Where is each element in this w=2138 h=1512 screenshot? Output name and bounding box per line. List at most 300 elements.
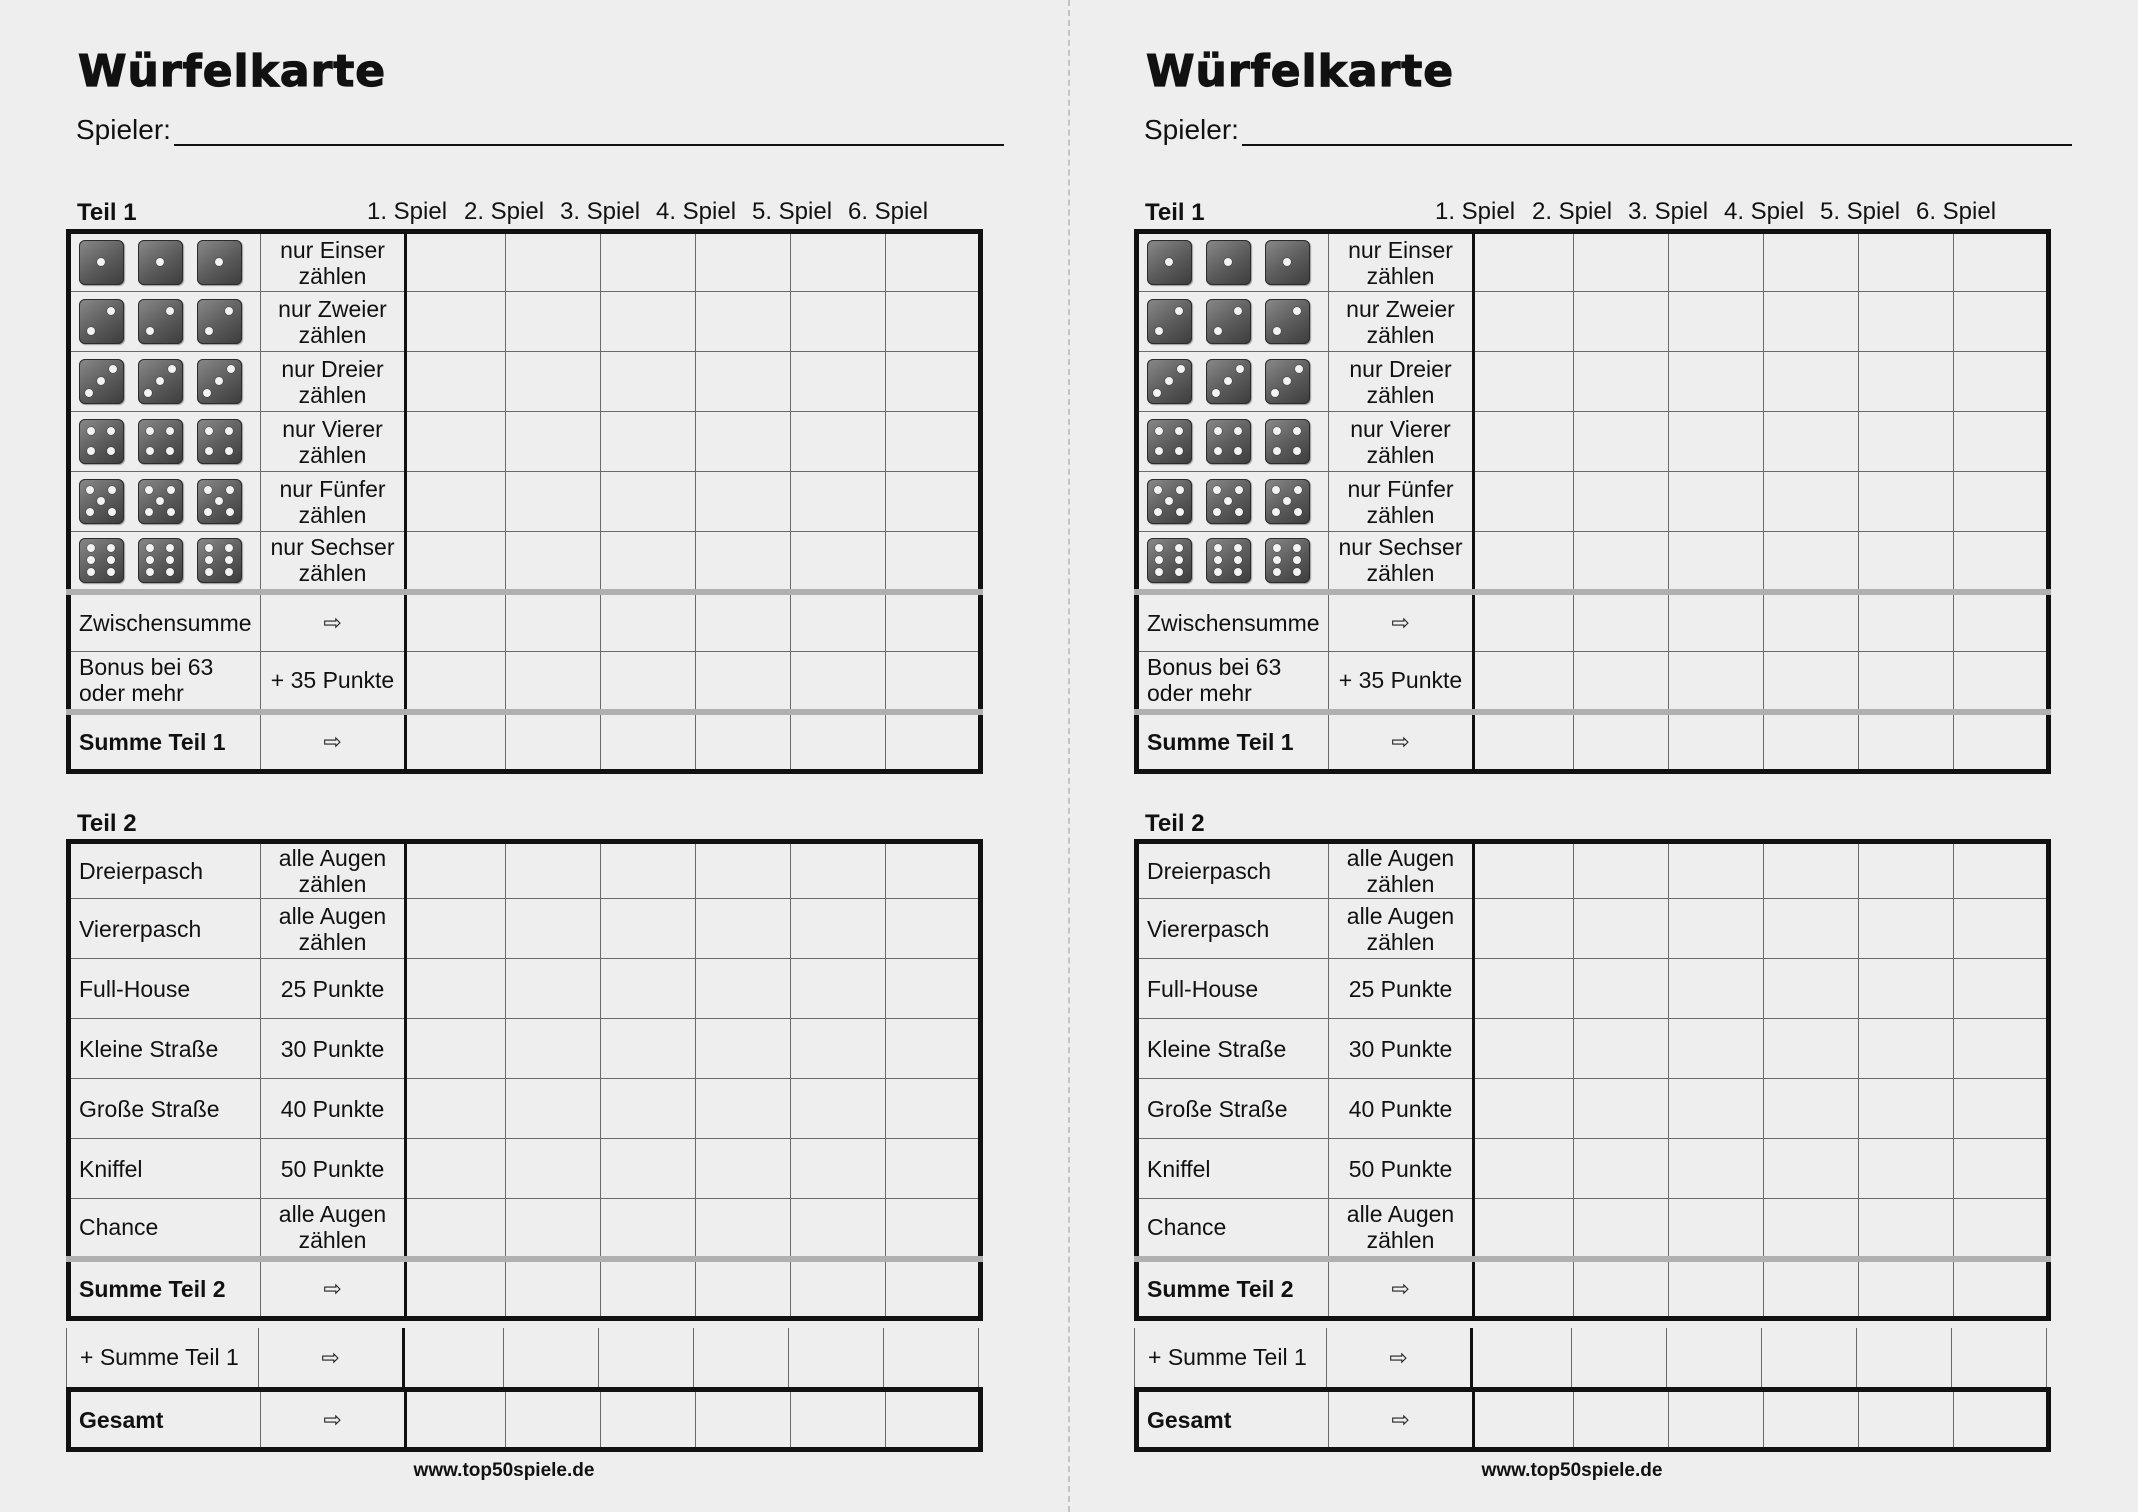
score-cell[interactable]	[506, 712, 601, 772]
score-cell[interactable]	[1474, 1079, 1574, 1139]
score-cell[interactable]	[886, 412, 981, 472]
score-cell[interactable]	[1764, 292, 1859, 352]
score-cell[interactable]	[696, 1390, 791, 1450]
score-cell[interactable]	[1574, 1199, 1669, 1259]
score-cell[interactable]	[791, 592, 886, 652]
dice-cell	[1137, 352, 1329, 412]
score-cell[interactable]	[884, 1328, 979, 1387]
score-cell[interactable]	[506, 1139, 601, 1199]
summe-teil1-label	[1137, 712, 1329, 772]
score-cell[interactable]	[1859, 1019, 1954, 1079]
score-cell[interactable]	[1762, 1328, 1857, 1387]
score-cell[interactable]	[886, 1199, 981, 1259]
score-cell[interactable]	[406, 1259, 506, 1319]
score-cell[interactable]	[1954, 352, 2049, 412]
score-cell[interactable]	[1859, 532, 1954, 592]
score-cell[interactable]	[1669, 1139, 1764, 1199]
score-cell[interactable]	[1474, 1139, 1574, 1199]
score-cell[interactable]	[601, 842, 696, 899]
score-cell[interactable]	[1667, 1328, 1762, 1387]
rule-cell	[1329, 1139, 1474, 1199]
score-cell[interactable]	[601, 959, 696, 1019]
score-cell[interactable]	[406, 959, 506, 1019]
score-cell[interactable]	[1572, 1328, 1667, 1387]
score-cell[interactable]	[406, 1079, 506, 1139]
score-cell[interactable]	[696, 352, 791, 412]
rule-line2: zählen	[1366, 321, 1435, 348]
score-cell[interactable]	[506, 292, 601, 352]
score-cell[interactable]	[1764, 959, 1859, 1019]
score-cell[interactable]	[406, 232, 506, 292]
score-cell[interactable]	[1764, 652, 1859, 712]
score-cell[interactable]	[1474, 959, 1574, 1019]
score-cell[interactable]	[1954, 1259, 2049, 1319]
rule-line2: zählen	[298, 1227, 367, 1254]
score-cell[interactable]	[791, 1019, 886, 1079]
score-cell[interactable]	[696, 1019, 791, 1079]
score-cell[interactable]	[1474, 712, 1574, 772]
score-cell[interactable]	[1574, 1139, 1669, 1199]
score-cell[interactable]	[694, 1328, 789, 1387]
die-3-icon	[1265, 359, 1310, 404]
category-name	[1137, 1199, 1329, 1259]
score-cell[interactable]	[1474, 292, 1574, 352]
score-cell[interactable]	[1764, 412, 1859, 472]
score-cell[interactable]	[1859, 1079, 1954, 1139]
score-cell[interactable]	[696, 899, 791, 959]
score-cell[interactable]	[791, 1199, 886, 1259]
score-cell[interactable]	[1859, 842, 1954, 899]
score-cell[interactable]	[601, 1390, 696, 1450]
rule-line2: zählen	[1366, 1227, 1435, 1254]
score-cell[interactable]	[1474, 1199, 1574, 1259]
bonus-line2: oder mehr	[79, 680, 184, 707]
score-cell[interactable]	[696, 1139, 791, 1199]
score-cell[interactable]	[696, 652, 791, 712]
score-cell[interactable]	[1474, 899, 1574, 959]
score-cell[interactable]	[1574, 412, 1669, 472]
score-cell[interactable]	[1574, 1019, 1669, 1079]
score-cell[interactable]	[696, 959, 791, 1019]
rule-text: 50 Punkte	[280, 1155, 385, 1182]
score-cell[interactable]	[886, 592, 981, 652]
score-cell[interactable]	[406, 592, 506, 652]
score-cell[interactable]	[406, 1390, 506, 1450]
category-text: Chance	[1147, 1214, 1227, 1241]
score-cell[interactable]	[1764, 1259, 1859, 1319]
score-cell[interactable]	[506, 652, 601, 712]
score-cell[interactable]	[1764, 592, 1859, 652]
score-cell[interactable]	[506, 412, 601, 472]
score-cell[interactable]	[1764, 1390, 1859, 1450]
score-cell[interactable]	[1574, 472, 1669, 532]
rule-cell	[1329, 1390, 1474, 1450]
score-cell[interactable]	[1764, 1199, 1859, 1259]
score-cell[interactable]	[1669, 1259, 1764, 1319]
score-cell[interactable]	[696, 532, 791, 592]
rule-text: 40 Punkte	[1348, 1095, 1453, 1122]
die-6-icon	[1147, 538, 1192, 583]
score-cell[interactable]	[506, 532, 601, 592]
score-cell[interactable]	[791, 472, 886, 532]
score-cell[interactable]	[791, 842, 886, 899]
table-row	[69, 532, 981, 592]
score-cell[interactable]	[791, 652, 886, 712]
score-cell[interactable]	[1669, 1019, 1764, 1079]
score-cell[interactable]	[696, 292, 791, 352]
score-cell[interactable]	[1669, 412, 1764, 472]
score-cell[interactable]	[1952, 1328, 2047, 1387]
game-header: 4. Spiel	[655, 198, 737, 225]
score-cell[interactable]	[1669, 1199, 1764, 1259]
rule-cell	[261, 1079, 406, 1139]
score-cell[interactable]	[506, 959, 601, 1019]
score-cell[interactable]	[1857, 1328, 1952, 1387]
score-cell[interactable]	[791, 412, 886, 472]
game-header: 3. Spiel	[1627, 198, 1709, 225]
score-cell[interactable]	[1764, 532, 1859, 592]
score-cell[interactable]	[886, 712, 981, 772]
score-cell[interactable]	[886, 232, 981, 292]
score-cell[interactable]	[601, 712, 696, 772]
score-cell[interactable]	[601, 652, 696, 712]
table-row	[1137, 1259, 2049, 1319]
score-cell[interactable]	[1954, 1079, 2049, 1139]
table-row	[69, 652, 981, 712]
score-cell[interactable]	[1764, 899, 1859, 959]
score-cell[interactable]	[886, 1019, 981, 1079]
score-cell[interactable]	[886, 1390, 981, 1450]
score-cell[interactable]	[1574, 232, 1669, 292]
category-name	[1137, 842, 1329, 899]
score-cell[interactable]	[1859, 1259, 1954, 1319]
table-row	[1137, 1199, 2049, 1259]
score-cell[interactable]	[601, 352, 696, 412]
score-cell[interactable]	[886, 652, 981, 712]
score-cell[interactable]	[1954, 712, 2049, 772]
score-cell[interactable]	[1764, 712, 1859, 772]
score-cell[interactable]	[1574, 959, 1669, 1019]
footer-url: www.top50spiele.de	[1481, 1460, 1663, 1481]
score-cell[interactable]	[506, 1079, 601, 1139]
player-name-line[interactable]	[174, 144, 1004, 146]
score-cell[interactable]	[601, 232, 696, 292]
game-header: 6. Spiel	[847, 198, 929, 225]
score-cell[interactable]	[1954, 1390, 2049, 1450]
score-cell[interactable]	[506, 842, 601, 899]
score-cell[interactable]	[789, 1328, 884, 1387]
score-cell[interactable]	[406, 712, 506, 772]
score-cell[interactable]	[1474, 1019, 1574, 1079]
score-cell[interactable]	[791, 232, 886, 292]
rule-cell	[1329, 899, 1474, 959]
score-cell[interactable]	[1859, 292, 1954, 352]
plus-summe-text: + Summe Teil 1	[80, 1344, 239, 1371]
score-cell[interactable]	[1574, 352, 1669, 412]
score-cell[interactable]	[886, 472, 981, 532]
score-cell[interactable]	[1474, 412, 1574, 472]
score-cell[interactable]	[1574, 1079, 1669, 1139]
score-cell[interactable]	[1764, 472, 1859, 532]
score-cell[interactable]	[1474, 592, 1574, 652]
die-6-icon	[79, 538, 124, 583]
score-cell[interactable]	[406, 352, 506, 412]
score-cell[interactable]	[599, 1328, 694, 1387]
score-cell[interactable]	[886, 959, 981, 1019]
score-cell[interactable]	[406, 652, 506, 712]
score-cell[interactable]	[1474, 532, 1574, 592]
score-cell[interactable]	[696, 1259, 791, 1319]
score-cell[interactable]	[504, 1328, 599, 1387]
rule-cell	[261, 472, 406, 532]
score-cell[interactable]	[886, 532, 981, 592]
score-cell[interactable]	[1574, 292, 1669, 352]
score-cell[interactable]	[1859, 412, 1954, 472]
rule-line1: nur Zweier	[278, 295, 387, 322]
score-cell[interactable]	[1669, 959, 1764, 1019]
score-cell[interactable]	[1859, 1390, 1954, 1450]
score-cell[interactable]	[1954, 532, 2049, 592]
score-cell[interactable]	[1764, 1139, 1859, 1199]
score-cell[interactable]	[406, 1019, 506, 1079]
score-cell[interactable]	[1954, 959, 2049, 1019]
score-cell[interactable]	[1574, 1390, 1669, 1450]
score-cell[interactable]	[696, 592, 791, 652]
score-cell[interactable]	[1472, 1328, 1572, 1387]
score-cell[interactable]	[791, 1390, 886, 1450]
score-cell[interactable]	[1859, 352, 1954, 412]
rule-line1: alle Augen	[1346, 1201, 1455, 1228]
score-cell[interactable]	[506, 352, 601, 412]
rule-cell	[1329, 592, 1474, 652]
score-cell[interactable]	[1574, 1259, 1669, 1319]
score-cell[interactable]	[1574, 532, 1669, 592]
rule-line1: nur Einser	[1348, 236, 1453, 263]
score-cell[interactable]	[1954, 1019, 2049, 1079]
score-cell[interactable]	[1669, 1079, 1764, 1139]
score-cell[interactable]	[601, 292, 696, 352]
table-row	[1137, 472, 2049, 532]
score-cell[interactable]	[506, 1259, 601, 1319]
score-cell[interactable]	[791, 1139, 886, 1199]
score-cell[interactable]	[506, 592, 601, 652]
score-cell[interactable]	[1764, 842, 1859, 899]
score-cell[interactable]	[1474, 472, 1574, 532]
score-cell[interactable]	[1669, 1390, 1764, 1450]
teil2-heading: Teil 2	[1145, 810, 1205, 837]
table-row	[1137, 1390, 2049, 1450]
score-cell[interactable]	[696, 1199, 791, 1259]
die-4-icon	[1206, 419, 1251, 464]
die-6-icon	[197, 538, 242, 583]
score-cell[interactable]	[1669, 592, 1764, 652]
score-cell[interactable]	[791, 959, 886, 1019]
score-cell[interactable]	[1669, 232, 1764, 292]
game-header: 5. Spiel	[1819, 198, 1901, 225]
score-cell[interactable]	[791, 899, 886, 959]
score-cell[interactable]	[506, 1199, 601, 1259]
die-5-icon	[1206, 479, 1251, 524]
score-cell[interactable]	[1954, 292, 2049, 352]
score-cell[interactable]	[791, 292, 886, 352]
score-cell[interactable]	[1669, 899, 1764, 959]
rule-cell	[261, 592, 406, 652]
score-cell[interactable]	[886, 842, 981, 899]
score-cell[interactable]	[1764, 1019, 1859, 1079]
score-cell[interactable]	[1764, 1079, 1859, 1139]
score-cell[interactable]	[1669, 352, 1764, 412]
score-cell[interactable]	[1474, 352, 1574, 412]
score-cell[interactable]	[696, 412, 791, 472]
rule-line2: zählen	[298, 560, 367, 587]
score-cell[interactable]	[506, 899, 601, 959]
score-cell[interactable]	[1954, 899, 2049, 959]
score-cell[interactable]	[1764, 352, 1859, 412]
game-header: 4. Spiel	[1723, 198, 1805, 225]
score-cell[interactable]	[406, 899, 506, 959]
score-cell[interactable]	[1859, 899, 1954, 959]
score-cell[interactable]	[791, 1259, 886, 1319]
score-cell[interactable]	[1859, 472, 1954, 532]
score-cell[interactable]	[1954, 842, 2049, 899]
score-cell[interactable]	[1859, 712, 1954, 772]
rule-cell	[261, 352, 406, 412]
rule-cell	[1329, 1019, 1474, 1079]
rule-line1: nur Dreier	[1349, 355, 1452, 382]
rule-cell	[261, 1199, 406, 1259]
score-cell[interactable]	[404, 1328, 504, 1387]
score-cell[interactable]	[1764, 232, 1859, 292]
score-cell[interactable]	[1474, 1259, 1574, 1319]
score-cell[interactable]	[406, 842, 506, 899]
score-cell[interactable]	[1669, 712, 1764, 772]
score-cell[interactable]	[1954, 592, 2049, 652]
score-cell[interactable]	[1574, 842, 1669, 899]
score-cell[interactable]	[696, 472, 791, 532]
plus-summe-text: + Summe Teil 1	[1148, 1344, 1307, 1371]
zwischensumme-text: Zwischensumme	[79, 609, 252, 636]
table-row	[69, 1199, 981, 1259]
score-cell[interactable]	[601, 1259, 696, 1319]
teil2-table	[66, 839, 983, 1321]
score-cell[interactable]	[696, 232, 791, 292]
score-cell[interactable]	[791, 712, 886, 772]
rule-text: 40 Punkte	[280, 1095, 385, 1122]
score-cell[interactable]	[506, 472, 601, 532]
score-cell[interactable]	[886, 1259, 981, 1319]
table-row	[69, 842, 981, 899]
score-cell[interactable]	[406, 1199, 506, 1259]
footer-url: www.top50spiele.de	[413, 1460, 595, 1481]
score-cell[interactable]	[506, 1019, 601, 1079]
score-cell[interactable]	[1474, 1390, 1574, 1450]
table-row	[69, 592, 981, 652]
score-cell[interactable]	[1669, 472, 1764, 532]
score-cell[interactable]	[886, 1139, 981, 1199]
rule-cell	[1329, 532, 1474, 592]
score-cell[interactable]	[601, 1139, 696, 1199]
score-cell[interactable]	[1954, 232, 2049, 292]
score-cell[interactable]	[1474, 652, 1574, 712]
score-cell[interactable]	[1669, 652, 1764, 712]
score-cell[interactable]	[601, 1019, 696, 1079]
score-cell[interactable]	[886, 899, 981, 959]
score-cell[interactable]	[601, 532, 696, 592]
score-cell[interactable]	[406, 292, 506, 352]
score-sheet-right	[1068, 0, 2136, 1512]
score-cell[interactable]	[696, 712, 791, 772]
score-cell[interactable]	[1859, 959, 1954, 1019]
score-cell[interactable]	[1669, 842, 1764, 899]
arrow-right-icon: ⇨	[321, 1344, 340, 1370]
score-cell[interactable]	[1859, 232, 1954, 292]
score-cell[interactable]	[1954, 472, 2049, 532]
score-cell[interactable]	[1574, 712, 1669, 772]
score-cell[interactable]	[601, 1079, 696, 1139]
rule-cell	[261, 1019, 406, 1079]
score-cell[interactable]	[1859, 1199, 1954, 1259]
score-cell[interactable]	[886, 1079, 981, 1139]
score-cell[interactable]	[1954, 1199, 2049, 1259]
table-row	[1137, 352, 2049, 412]
player-name-line[interactable]	[1242, 144, 2072, 146]
category-name	[1137, 1019, 1329, 1079]
score-cell[interactable]	[601, 592, 696, 652]
score-cell[interactable]	[506, 232, 601, 292]
score-cell[interactable]	[601, 472, 696, 532]
score-cell[interactable]	[886, 352, 981, 412]
rule-cell	[1329, 352, 1474, 412]
score-cell[interactable]	[406, 472, 506, 532]
score-cell[interactable]	[696, 1079, 791, 1139]
score-cell[interactable]	[406, 532, 506, 592]
score-cell[interactable]	[601, 899, 696, 959]
score-cell[interactable]	[1954, 1139, 2049, 1199]
score-cell[interactable]	[1574, 592, 1669, 652]
score-cell[interactable]	[1669, 292, 1764, 352]
score-cell[interactable]	[1859, 652, 1954, 712]
score-cell[interactable]	[1954, 412, 2049, 472]
rule-text: 25 Punkte	[1348, 975, 1453, 1002]
dice-cell	[69, 472, 261, 532]
gesamt-text: Gesamt	[79, 1406, 164, 1433]
score-cell[interactable]	[886, 292, 981, 352]
game-header: 1. Spiel	[366, 198, 448, 225]
score-cell[interactable]	[791, 1079, 886, 1139]
rule-cell	[261, 1139, 406, 1199]
score-cell[interactable]	[1474, 842, 1574, 899]
score-cell[interactable]	[506, 1390, 601, 1450]
score-cell[interactable]	[1859, 1139, 1954, 1199]
score-cell[interactable]	[696, 842, 791, 899]
score-cell[interactable]	[406, 1139, 506, 1199]
score-cell[interactable]	[1574, 652, 1669, 712]
score-cell[interactable]	[1474, 232, 1574, 292]
score-cell[interactable]	[791, 352, 886, 412]
arrow-right-icon: ⇨	[1391, 1276, 1410, 1302]
score-cell[interactable]	[601, 412, 696, 472]
die-2-icon	[1206, 299, 1251, 344]
category-name	[69, 1019, 261, 1079]
score-cell[interactable]	[791, 532, 886, 592]
score-cell[interactable]	[406, 412, 506, 472]
score-cell[interactable]	[601, 1199, 696, 1259]
score-cell[interactable]	[1954, 652, 2049, 712]
score-cell[interactable]	[1669, 532, 1764, 592]
score-cell[interactable]	[1859, 592, 1954, 652]
score-cell[interactable]	[1574, 899, 1669, 959]
teil1-table	[66, 229, 983, 774]
